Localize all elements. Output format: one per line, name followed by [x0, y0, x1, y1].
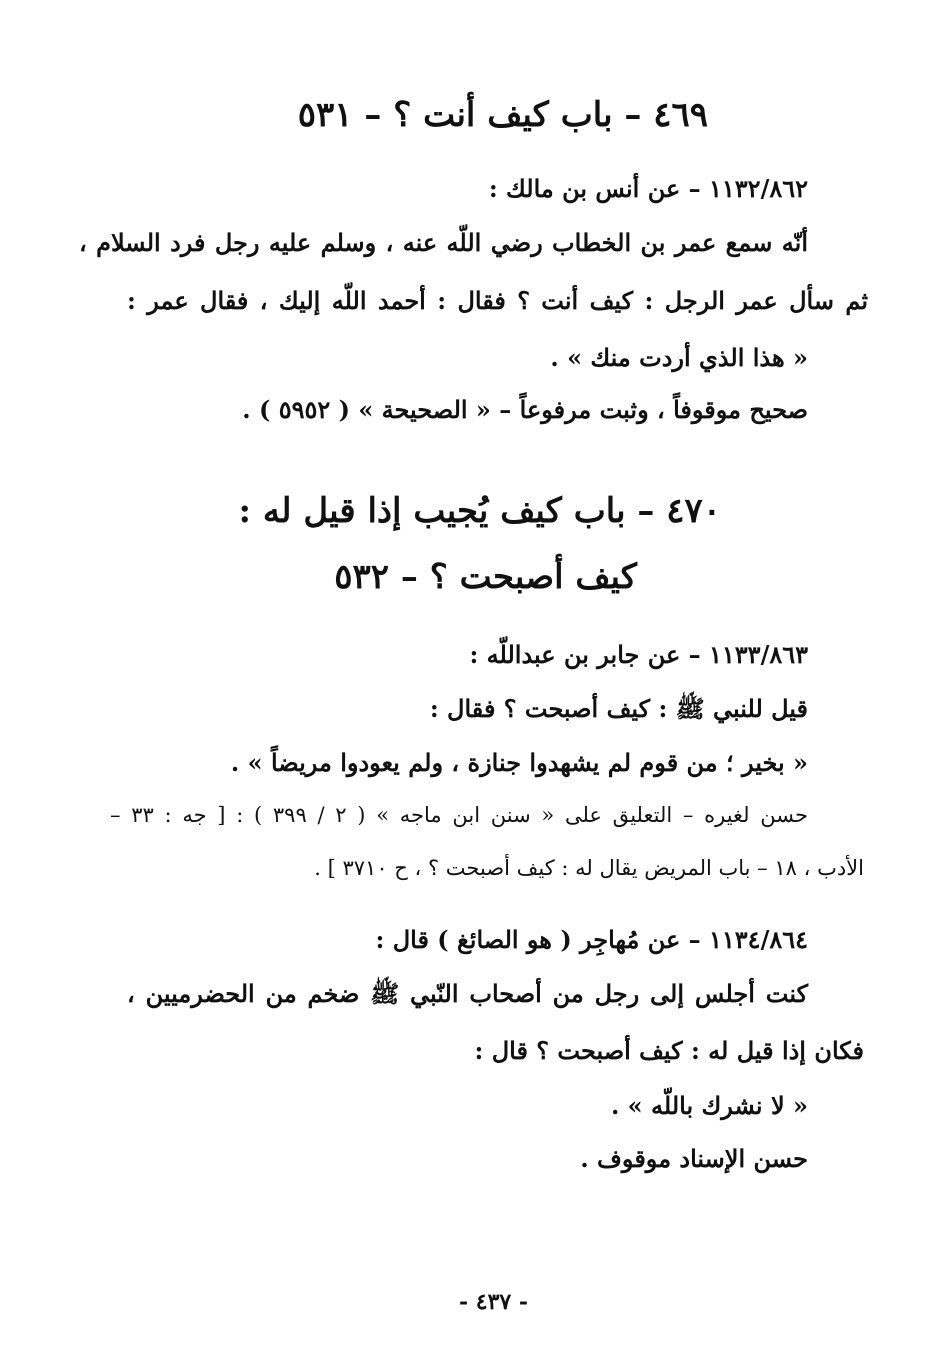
- hadith-862-text-line-1: أنّه سمع عمر بن الخطاب رضي اللّه عنه ، وسلم عليه رجل فرد السلام ،: [79, 228, 808, 257]
- hadith-862-text-line-3: « هذا الذي أردت منك » .: [550, 343, 808, 372]
- hadith-864-text-line-2: فكان إذا قيل له : كيف أصبحت ؟ قال :: [474, 1036, 864, 1065]
- section-469-title: ٤٦٩ – باب كيف أنت ؟ – ٥٣١: [297, 95, 708, 135]
- hadith-864-text-line-3: « لا نشرك باللّه » .: [610, 1091, 808, 1120]
- section-470-title-line-2: كيف أصبحت ؟ – ٥٣٢: [334, 557, 637, 597]
- page-number: - ٤٣٧ -: [458, 1289, 528, 1315]
- hadith-862-grade: صحيح موقوفاً ، وثبت مرفوعاً – « الصحيحة » ( ٥٩٥٢ ) .: [242, 395, 808, 424]
- hadith-862-number-line: ١١٣٢/٨٦٢ – عن أنس بن مالك :: [488, 174, 808, 203]
- hadith-864-number-line: ١١٣٤/٨٦٤ – عن مُهاجِر ( هو الصائغ ) قال :: [375, 925, 808, 954]
- hadith-863-grade-line-1: حسن لغيره – التعليق على « سنن ابن ماجه » ( ٢ / ٣٩٩ ) : [ جه : ٣٣ –: [110, 803, 809, 827]
- hadith-863-number-line: ١١٣٣/٨٦٣ – عن جابر بن عبداللّه :: [469, 640, 808, 669]
- hadith-863-text-line-1: قيل للنبي ﷺ : كيف أصبحت ؟ فقال :: [429, 694, 808, 723]
- section-470-title-line-1: ٤٧٠ – باب كيف يُجيب إذا قيل له :: [238, 491, 721, 531]
- hadith-864-grade: حسن الإسناد موقوف .: [580, 1144, 808, 1173]
- hadith-863-text-line-2: « بخير ؛ من قوم لم يشهدوا جنازة ، ولم يعودوا مريضاً » .: [230, 748, 808, 777]
- hadith-863-grade-line-2: الأدب ، ١٨ – باب المريض يقال له : كيف أصبحت ؟ ، ح ٣٧١٠ ] .: [314, 856, 864, 880]
- hadith-864-text-line-1: كنت أجلس إلى رجل من أصحاب النّبي ﷺ ضخم من الحضرميين ،: [127, 979, 808, 1008]
- hadith-862-text-line-2: ثم سأل عمر الرجل : كيف أنت ؟ فقال : أحمد اللّه إليك ، فقال عمر :: [127, 286, 868, 315]
